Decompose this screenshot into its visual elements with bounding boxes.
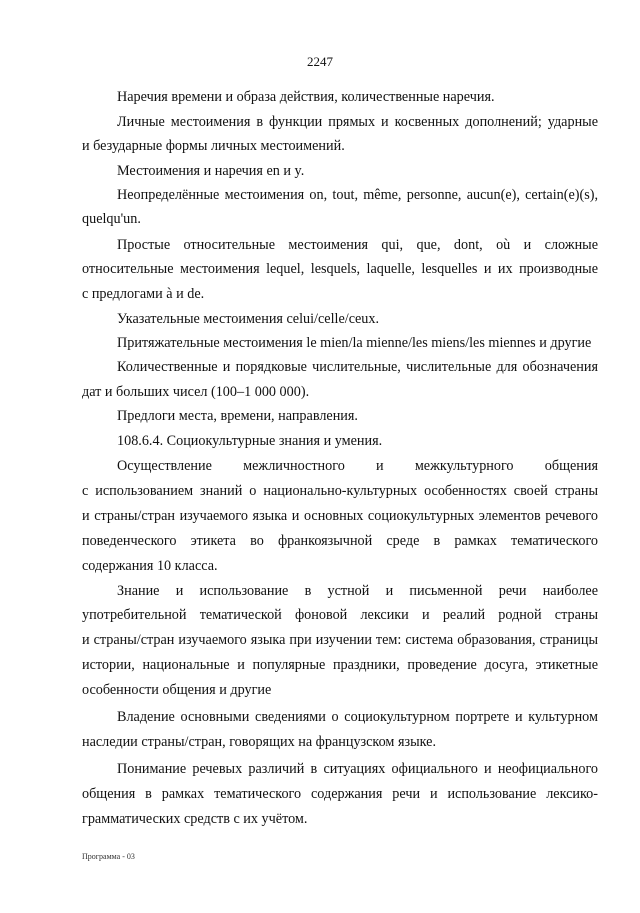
- text-line: особенности общения и другие: [82, 682, 272, 698]
- text-line: и безударные формы личных местоимений.: [82, 138, 345, 154]
- text-line: Простые относительные местоимения qui, que, dont, où и сложные: [117, 237, 598, 253]
- text-line: quelqu'un.: [82, 211, 141, 227]
- text-line: наследии страны/стран, говорящих на французском языке.: [82, 734, 437, 750]
- text-line: Личные местоимения в функции прямых и косвенных дополнений; ударные: [117, 114, 598, 130]
- text-line: с использованием знаний о национально-культурных особенностях своей страны: [82, 483, 598, 499]
- text-line: Неопределённые местоимения on, tout, même, personne, aucun(e), certain(e)(s),: [117, 187, 598, 203]
- text-line: Предлоги места, времени, направления.: [117, 408, 358, 424]
- text-line: Владение основными сведениями о социокультурном портрете и культурном: [117, 709, 598, 725]
- text-line: Понимание речевых различий в ситуациях официального и неофициального: [117, 761, 598, 777]
- footer-label: Программа - 03: [82, 852, 135, 861]
- text-line: и страны/стран изучаемого языка при изучении тем: система образования, страницы: [82, 632, 598, 648]
- text-line: употребительной тематической фоновой лексики и реалий родной страны: [82, 607, 598, 623]
- text-line: Притяжательные местоимения le mien/la mienne/les miens/les miennes и другие: [117, 335, 592, 351]
- text-line: и страны/стран изучаемого языка и основных социокультурных элементов речевого: [82, 508, 598, 524]
- text-line: Осуществление межличностного и межкультурного общения: [117, 458, 598, 474]
- section-heading: 108.6.4. Социокультурные знания и умения.: [117, 433, 383, 449]
- text-line: Знание и использование в устной и письменной речи наиболее: [117, 583, 598, 599]
- text-line: истории, национальные и популярные праздники, проведение досуга, этикетные: [82, 657, 598, 673]
- text-line: дат и больших чисел (100–1 000 000).: [82, 384, 310, 400]
- text-line: Наречия времени и образа действия, количественные наречия.: [117, 89, 495, 105]
- page-number: 2247: [307, 54, 333, 69]
- text-line: поведенческого этикета во франкоязычной среде в рамках тематического: [82, 533, 598, 549]
- text-line: Местоимения и наречия en и y.: [117, 163, 305, 179]
- text-line: Количественные и порядковые числительные, числительные для обозначения: [117, 359, 598, 375]
- text-line: относительные местоимения lequel, lesquels, laquelle, lesquelles и их производные: [82, 261, 598, 277]
- text-line: содержания 10 класса.: [82, 558, 218, 574]
- text-line: Указательные местоимения celui/celle/ceux.: [117, 311, 380, 327]
- text-line: с предлогами à и de.: [82, 286, 205, 302]
- text-line: общения в рамках тематического содержания речи и использование лексико-: [82, 786, 598, 802]
- text-line: грамматических средств с их учётом.: [82, 811, 308, 827]
